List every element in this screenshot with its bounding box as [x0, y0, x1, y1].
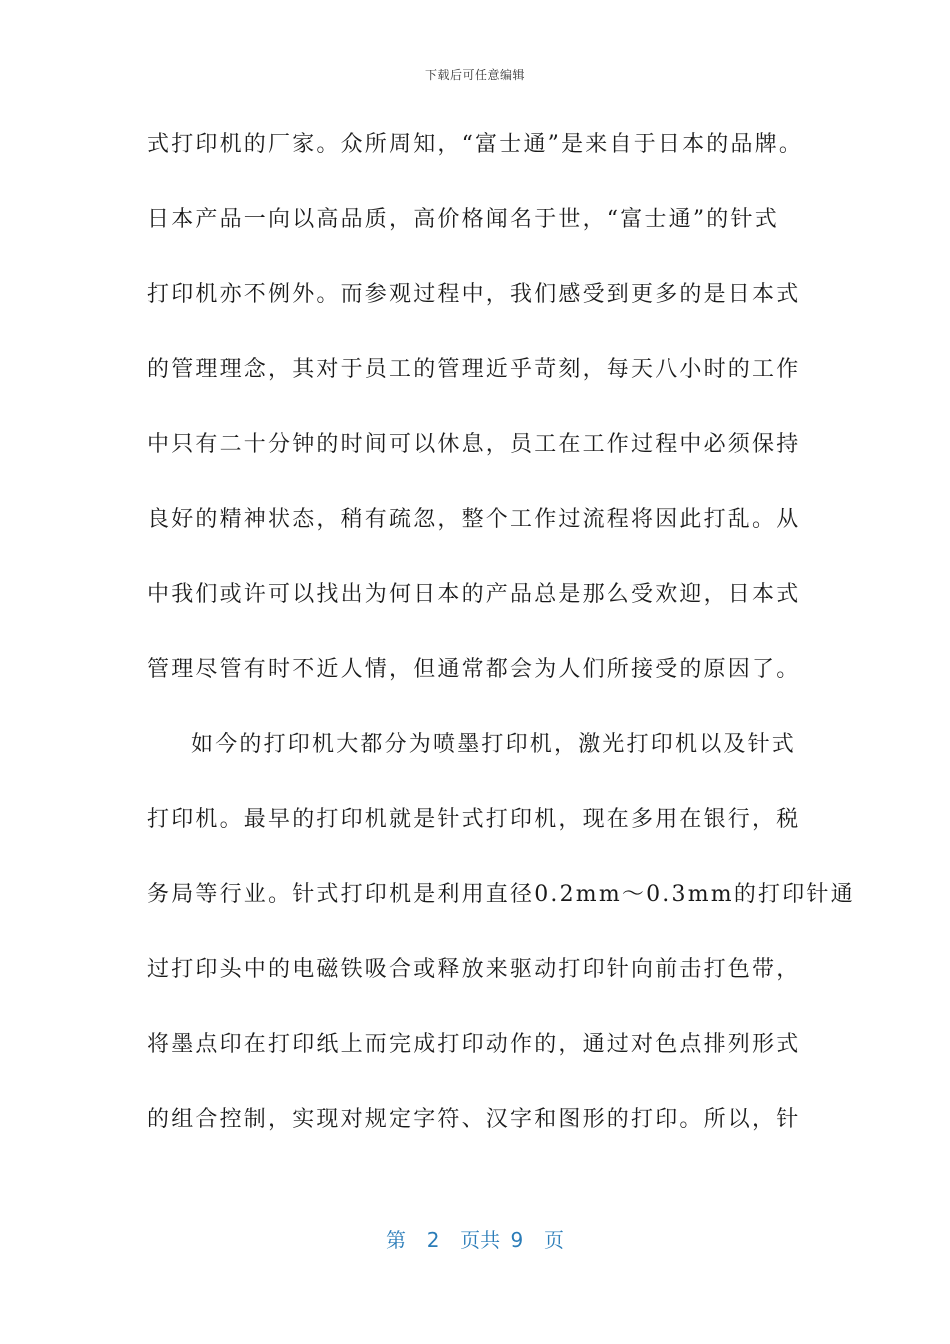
- page-number-text: 第 2 页共 9 页: [386, 1228, 564, 1252]
- text-line: 的组合控制，实现对规定字符、汉字和图形的打印。所以，针: [147, 1107, 801, 1132]
- body-text: [147, 126, 855, 1176]
- text-line: 式打印机的厂家。众所周知，“富士通”是来自于日本的品牌。: [147, 132, 804, 157]
- text-line: 良好的精神状态，稍有疏忽，整个工作过流程将因此打乱。从: [147, 507, 801, 532]
- text-line: 将墨点印在打印纸上而完成打印动作的，通过对色点排列形式: [147, 1032, 801, 1057]
- paragraph-start-line: 如今的打印机大都分为喷墨打印机，激光打印机以及针式: [191, 732, 797, 757]
- text-line: 打印机。最早的打印机就是针式打印机，现在多用在银行，税: [147, 807, 801, 832]
- text-line: 中我们或许可以找出为何日本的产品总是那么受欢迎，日本式: [147, 582, 801, 607]
- text-line: 日本产品一向以高品质，高价格闻名于世，“富士通”的针式: [147, 207, 779, 232]
- text-line: 务局等行业。针式打印机是利用直径0.2mm～0.3mm的打印针通: [147, 882, 855, 907]
- text-line: 过打印头中的电磁铁吸合或释放来驱动打印针向前击打色带，: [147, 957, 801, 982]
- text-line: 打印机亦不例外。而参观过程中，我们感受到更多的是日本式: [147, 282, 801, 307]
- text-line: 中只有二十分钟的时间可以休息，员工在工作过程中必须保持: [147, 432, 801, 457]
- text-line: 的管理理念，其对于员工的管理近乎苛刻，每天八小时的工作: [147, 357, 801, 382]
- text-line: 管理尽管有时不近人情，但通常都会为人们所接受的原因了。: [147, 657, 801, 682]
- page-number: [0, 1224, 950, 1253]
- page-header: 下载后可任意编辑: [424, 68, 525, 82]
